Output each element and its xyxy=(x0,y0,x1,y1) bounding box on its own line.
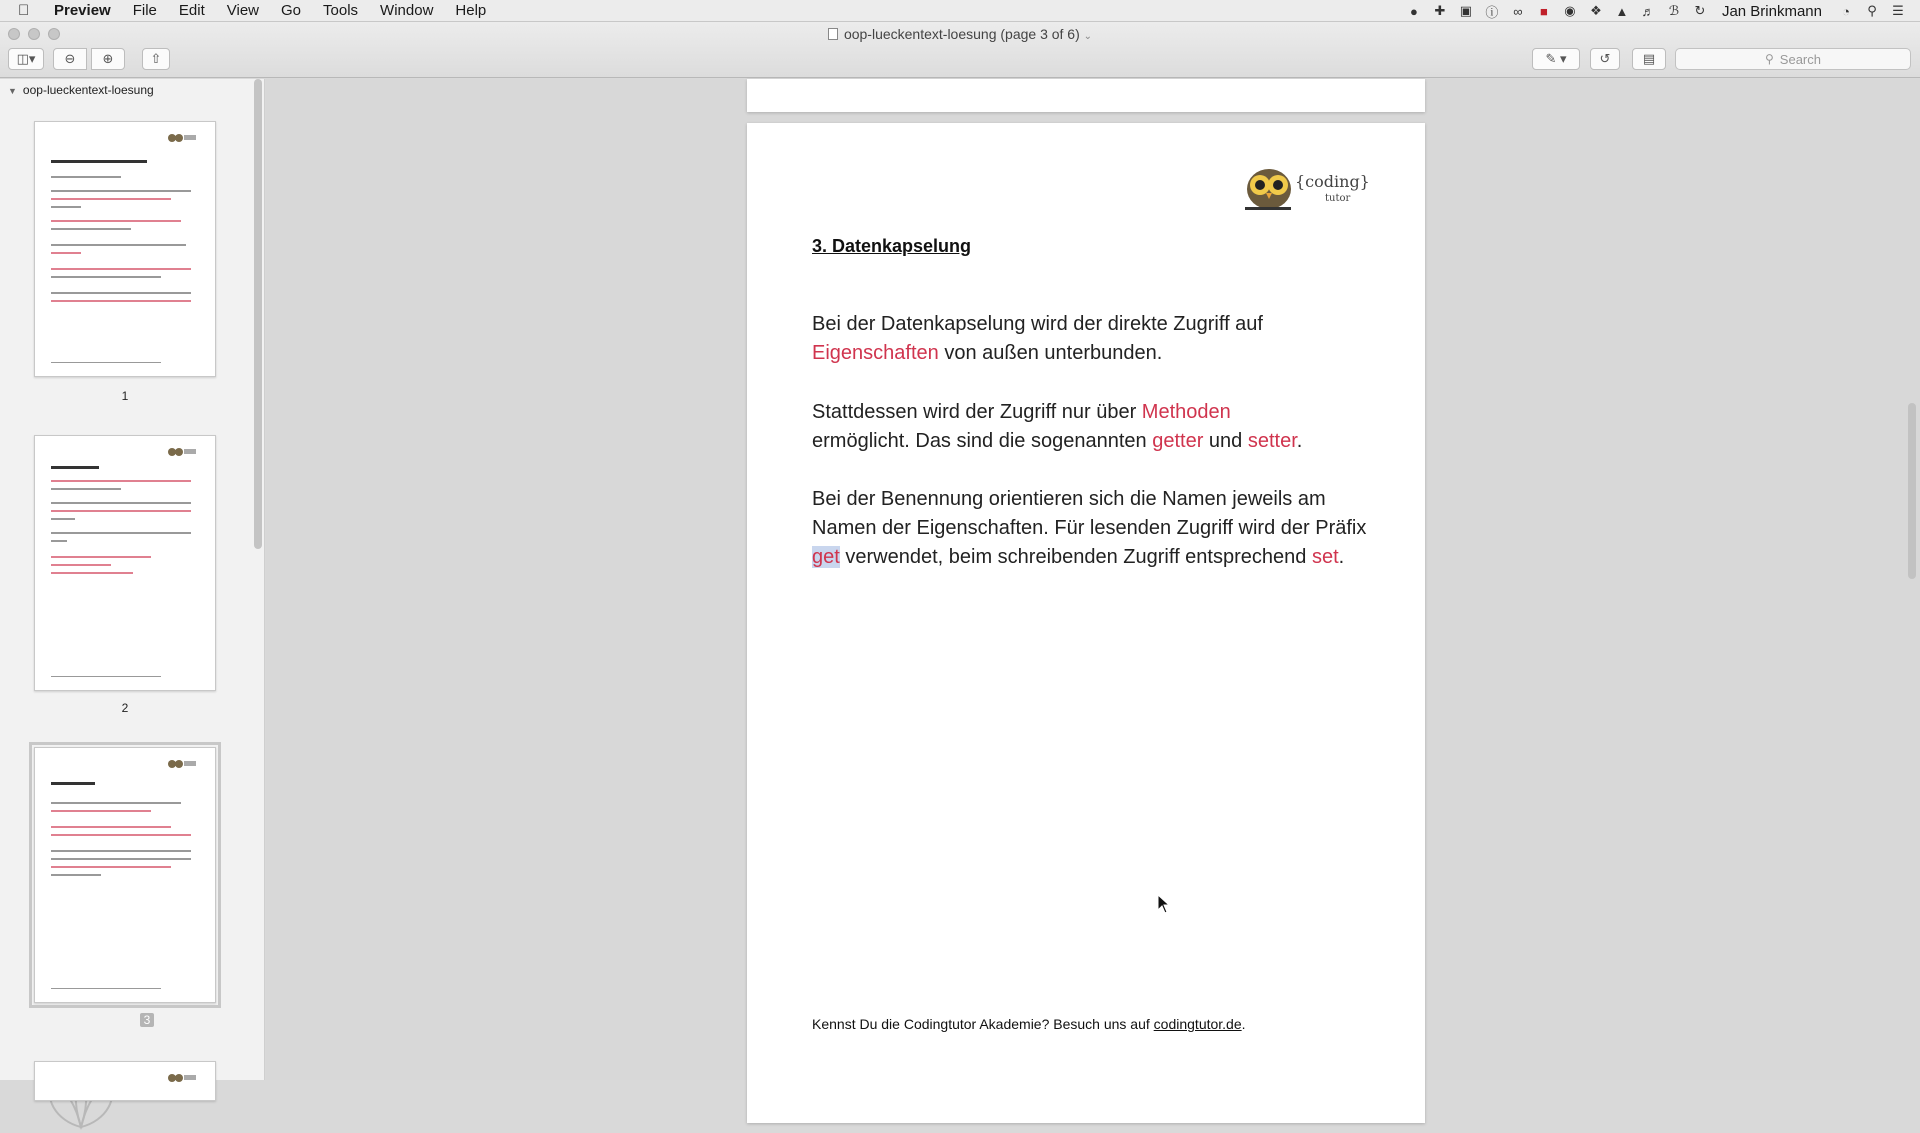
thumb-line xyxy=(51,220,181,222)
p2-keyword-getter: getter xyxy=(1152,430,1204,452)
search-icon: ⚲ xyxy=(1765,52,1774,66)
thumb-line xyxy=(51,802,181,804)
document-icon xyxy=(828,28,838,40)
logo-subtext: tutor xyxy=(1325,193,1351,204)
thumb-line xyxy=(51,850,191,852)
menu-go[interactable]: Go xyxy=(281,2,302,19)
owl-logo-icon xyxy=(167,132,197,144)
p2-text-a: Stattdessen wird der Zugriff nur über xyxy=(812,401,1142,423)
footer-end: . xyxy=(1241,1016,1246,1032)
rotate-button[interactable] xyxy=(1590,48,1620,70)
user-name[interactable]: Jan Brinkmann xyxy=(1721,2,1822,20)
thumb-line xyxy=(51,676,161,677)
search-placeholder: Search xyxy=(1779,51,1821,67)
p1-text-a: Bei der Datenkapselung wird der direkte Zugriff auf xyxy=(812,313,1263,335)
p1-text-c: von außen unterbunden. xyxy=(938,342,1163,364)
thumb-line xyxy=(51,300,191,302)
page-thumbnail-4[interactable] xyxy=(34,1061,216,1101)
sidebar-document-title[interactable] xyxy=(8,83,154,97)
thumb-line xyxy=(51,866,171,868)
toolbox-button[interactable] xyxy=(1632,48,1666,70)
share-icon: ⇧ xyxy=(150,51,162,66)
thumb-line xyxy=(51,826,171,828)
p2-keyword-methoden: Methoden xyxy=(1141,401,1231,423)
page-number-3 xyxy=(56,1013,238,1027)
sidebar-document-name: oop-lueckentext-loesung xyxy=(22,83,154,97)
p3-keyword-get-selected[interactable]: get xyxy=(812,546,840,568)
notification-center-icon[interactable]: ☰ xyxy=(1892,3,1904,18)
thumb-line xyxy=(51,834,191,836)
sidebar-scrollbar[interactable] xyxy=(254,79,262,549)
thumb-line xyxy=(51,228,131,230)
chat-icon[interactable]: ◉ xyxy=(1564,3,1576,18)
mouse-cursor-icon xyxy=(1157,894,1171,914)
red-app-icon[interactable]: ■ xyxy=(1540,3,1548,19)
toolbox-icon: ▤ xyxy=(1642,51,1656,66)
page-thumbnail-2[interactable] xyxy=(34,435,216,691)
document-scrollbar[interactable] xyxy=(1908,403,1916,579)
p1-keyword-eigenschaften: Eigenschaften xyxy=(812,342,939,364)
menu-file[interactable]: File xyxy=(132,2,157,19)
document-view[interactable] xyxy=(266,79,1920,1080)
menu-bar xyxy=(0,0,1920,22)
owl-logo-icon xyxy=(167,1072,197,1084)
spotlight-icon[interactable]: ⚲ xyxy=(1867,3,1877,18)
thumb-line xyxy=(51,564,111,566)
thumb-line xyxy=(51,362,161,363)
p3-text-e: . xyxy=(1338,546,1345,568)
evernote-icon[interactable]: ● xyxy=(1410,3,1418,19)
thumb-line xyxy=(51,556,151,558)
sidebar-icon: ◫▾ xyxy=(16,51,36,66)
owl-logo-icon xyxy=(167,446,197,458)
p2-text-e: und xyxy=(1203,430,1248,452)
page-number-1: 1 xyxy=(121,389,129,403)
thumb-line xyxy=(51,198,171,200)
footer-link[interactable]: codingtutor.de xyxy=(1153,1016,1242,1032)
owl-logo-icon xyxy=(167,758,197,770)
page-thumbnail-3[interactable] xyxy=(34,747,216,1003)
headphones-icon[interactable]: ◔ xyxy=(1842,3,1850,19)
thumb-line xyxy=(51,176,121,178)
drive-icon[interactable]: ▲ xyxy=(1615,3,1629,19)
thumb-line xyxy=(51,502,191,504)
thumb-line xyxy=(51,160,147,163)
sidebar-toggle-button[interactable] xyxy=(8,48,44,70)
page-footer xyxy=(812,1016,1246,1032)
disclosure-triangle-icon[interactable]: ▼ xyxy=(8,86,17,96)
page-number-3-label: 3 xyxy=(140,1013,155,1027)
thumb-line xyxy=(51,292,191,294)
thumb-line xyxy=(51,190,191,192)
menu-window[interactable]: Window xyxy=(380,2,434,19)
p3-text-c: verwendet, beim schreibenden Zugriff entsprechend xyxy=(839,546,1312,568)
thumb-line xyxy=(51,276,161,278)
share-button[interactable] xyxy=(142,48,170,70)
zoom-in-button[interactable] xyxy=(91,48,125,70)
thumb-line xyxy=(51,518,75,520)
thumb-line xyxy=(51,874,101,876)
markup-button[interactable] xyxy=(1532,48,1580,70)
thumb-line xyxy=(51,532,191,534)
zoom-in-icon: ⊕ xyxy=(102,51,114,66)
p3-keyword-set: set xyxy=(1311,546,1339,568)
menu-view[interactable]: View xyxy=(226,2,259,19)
p2-text-c: ermöglicht. Das sind die sogenannten xyxy=(812,430,1153,452)
paragraph-1 xyxy=(812,310,1372,368)
paragraph-2 xyxy=(812,398,1372,456)
rotate-icon: ↺ xyxy=(1599,51,1611,66)
menu-help[interactable]: Help xyxy=(455,2,487,19)
zoom-out-button[interactable] xyxy=(53,48,87,70)
codingtutor-owl-logo xyxy=(1243,161,1373,213)
plus-icon[interactable]: ✚ xyxy=(1434,3,1446,18)
thumb-line xyxy=(51,206,81,208)
thumb-line xyxy=(51,810,151,812)
pen-icon: ✎ ▾ xyxy=(1545,51,1567,66)
bluetooth-icon[interactable]: ℬ xyxy=(1668,3,1680,18)
logo-text: {coding} xyxy=(1295,172,1370,191)
page-thumbnail-1[interactable] xyxy=(34,121,216,377)
dropbox-icon[interactable]: ❖ xyxy=(1590,3,1602,18)
thumb-line xyxy=(51,466,99,469)
thumb-line xyxy=(51,988,161,989)
thumb-line xyxy=(51,540,67,542)
time-machine-icon[interactable]: ↻ xyxy=(1694,3,1706,18)
thumb-line xyxy=(51,244,186,246)
search-input[interactable] xyxy=(1675,48,1911,70)
info-icon[interactable]: ⓘ xyxy=(1485,4,1499,20)
section-heading: 3. Datenkapselung xyxy=(812,236,972,256)
window-title-text: oop-lueckentext-loesung (page 3 of 6) xyxy=(843,26,1080,42)
thumb-line xyxy=(51,252,81,254)
status-area xyxy=(1396,0,1906,22)
p3-text-a: Bei der Benennung orientieren sich die Namen jeweils am Namen der Eigenschaften. Für lesenden Zugriff wird der Präfix xyxy=(812,488,1367,539)
thumb-line xyxy=(51,488,121,490)
thumb-line xyxy=(51,268,191,270)
apple-icon[interactable] xyxy=(18,2,40,19)
thumb-line xyxy=(51,572,133,574)
zoom-out-icon: ⊖ xyxy=(64,51,76,66)
p2-keyword-setter: setter xyxy=(1247,430,1297,452)
paragraph-3 xyxy=(812,485,1372,572)
pdf-page-3[interactable] xyxy=(747,123,1425,1123)
thumb-line xyxy=(51,480,191,482)
window-toolbar xyxy=(0,22,1920,78)
previous-page-bottom xyxy=(747,79,1425,112)
page-number-2: 2 xyxy=(121,701,129,715)
creative-cloud-icon[interactable]: ∞ xyxy=(1513,3,1523,19)
menu-tools[interactable]: Tools xyxy=(323,2,359,19)
footer-text: Kennst Du die Codingtutor Akademie? Besuch uns auf xyxy=(812,1016,1154,1032)
menu-edit[interactable]: Edit xyxy=(178,2,205,19)
window-title[interactable] xyxy=(0,26,1920,42)
volume-icon[interactable]: ♬ xyxy=(1641,3,1655,19)
thumbnail-sidebar xyxy=(0,79,265,1080)
thumb-line xyxy=(51,510,191,512)
p2-text-g: . xyxy=(1296,430,1303,452)
thumb-line xyxy=(51,858,191,860)
chevron-down-icon[interactable]: ⌄ xyxy=(1083,31,1093,42)
bookmark-icon[interactable]: ▣ xyxy=(1459,3,1473,18)
thumb-line xyxy=(51,782,95,785)
menu-app-name[interactable]: Preview xyxy=(54,2,111,19)
